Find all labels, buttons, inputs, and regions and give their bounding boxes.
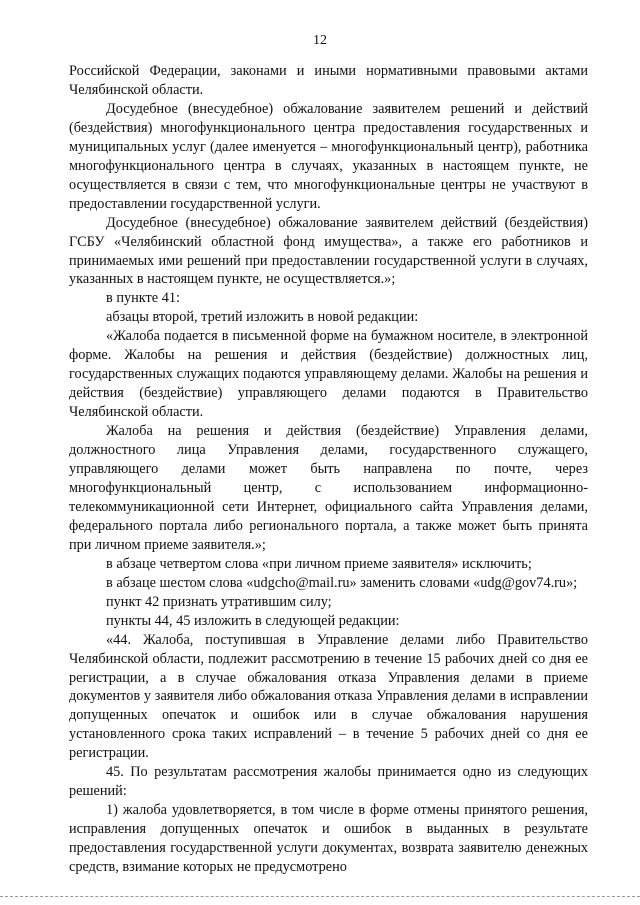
paragraph: абзацы второй, третий изложить в новой редакции: (106, 309, 419, 326)
paragraph: Российской Федерации, законами и иными нормативными правовыми актами Челябинской области. (69, 63, 588, 98)
paragraph: 1) жалоба удовлетворяется, в том числе в форме отмены принятого решения, исправления допущенных опечаток и ошибок в выданных в результате предоставления государственной услуги документах, возврата заявителю денежных средств, взимание которых не предусмотрено (69, 802, 588, 876)
paragraph: в абзаце шестом слова «udgcho@mail.ru» заменить словами «udg@gov74.ru»; (106, 574, 578, 591)
page-bottom-rule (0, 896, 640, 897)
paragraph: 45. По результатам рассмотрения жалобы принимается одно из следующих решений: (69, 764, 588, 800)
paragraph: Досудебное (внесудебное) обжалование заявителем решений и действий (бездействия) многофункционального центра предоставления государственных и муниципальных услуг (далее именуется – многофункциональный центр), работника многофункционального центра в случаях, указанных в настоящем пункте, не осуществляется в связи с тем, что многофункциональные центры не участвуют в предоставлении государственной услуги. (69, 100, 588, 212)
paragraph: в пункте 41: (106, 290, 180, 307)
document-body (69, 62, 588, 877)
paragraph: в абзаце четвертом слова «при личном приеме заявителя» исключить; (106, 555, 532, 572)
paragraph: «44. Жалоба, поступившая в Управление делами либо Правительство Челябинской области, подлежит рассмотрению в течение 15 рабочих дней со дня ее регистрации, а в случае обжалования отказа Управления делами в приеме документов у заявителя либо обжалования отказа Управления делами в исправлении допущенных опечаток и ошибок или в случае обжалования нарушения установленного срока таких исправлений – в течение 5 рабочих дней со дня ее регистрации. (69, 631, 588, 762)
paragraph: Досудебное (внесудебное) обжалование заявителем действий (бездействия) ГСБУ «Челябинский областной фонд имущества», а также его работников и принимаемых ими решений при предоставлении государственной услуги в случаях, указанных в настоящем пункте, не осуществляется.»; (69, 214, 588, 288)
paragraph: пункт 42 признать утратившим силу; (106, 593, 332, 610)
paragraph: пункты 44, 45 изложить в следующей редакции: (106, 612, 400, 629)
paragraph: Жалоба на решения и действия (бездействие) Управления делами, должностного лица Управления делами, государственного служащего, управляющего делами может быть направлена по почте, через многофункциональный центр, с использованием информационно-телекоммуникационной сети Интернет, официального сайта Управления делами, федерального портала либо регионального портала, а также может быть принята при личном приеме заявителя.»; (69, 423, 588, 553)
paragraph: «Жалоба подается в письменной форме на бумажном носителе, в электронной форме. Жалобы на решения и действия (бездействие) должностных лиц, государственных служащих подаются управляющему делами. Жалобы на решения и действия (бездействие) управляющего делами подаются в Правительство Челябинской области. (69, 328, 588, 421)
page-number: 12 (313, 33, 327, 48)
